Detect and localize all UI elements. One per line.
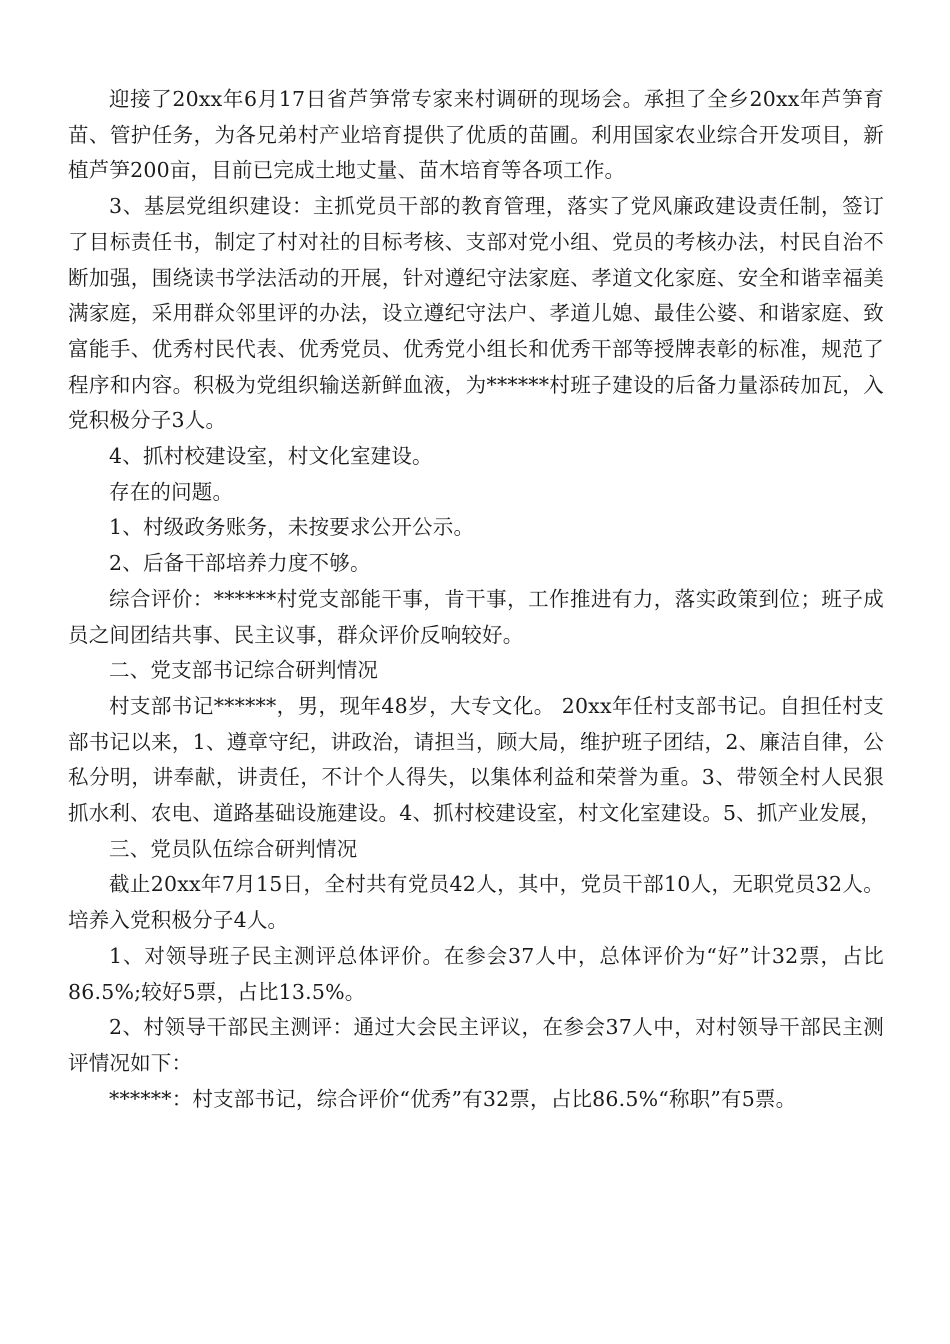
section-heading-members: 三、党员队伍综合研判情况	[109, 836, 358, 861]
paragraph-party-organization: 3、基层党组织建设：主抓党员干部的教育管理，落实了党风廉政建设责任制，签订了目标责任书，制定了村对社的目标考核、支部对党小组、党员的考核办法，村民自治不断加强，围绕读书学法活动的开展，针对遵纪守法家庭、孝道文化家庭、安全和谐幸福美满家庭，采用群众邻里评的办法，设立遵纪守法户、孝道儿媳、最佳公婆、和谐家庭、致富能手、优秀村民代表、优秀党员、优秀党小组长和优秀干部等授牌表彰的标准，规范了程序和内容。积极为党组织输送新鲜血液，为******村班子建设的后备力量添砖加瓦，入党积极分子3人。	[68, 194, 884, 433]
paragraph-secretary-votes: ******：村支部书记，综合评价“优秀”有32票，占比86.5%“称职”有5票。	[109, 1086, 797, 1111]
document-body	[68, 82, 884, 1117]
paragraph-continuation-asparagus: 迎接了20xx年6月17日省芦笋常专家来村调研的现场会。承担了全乡20xx年芦笋育苗、管护任务，为各兄弟村产业培育提供了优质的苗圃。利用国家农业综合开发项目，新植芦笋200亩，目前已完成土地丈量、苗木培育等各项工作。	[68, 87, 884, 183]
problem-item-1: 1、村级政务账务，未按要求公开公示。	[109, 515, 475, 540]
heading-existing-problems: 存在的问题。	[109, 479, 234, 504]
paragraph-overall-evaluation: 综合评价：******村党支部能干事，肯干事，工作推进有力，落实政策到位；班子成员之间团结共事、民主议事，群众评价反响较好。	[68, 586, 884, 647]
paragraph-secretary-profile: 村支部书记******，男，现年48岁，大专文化。 20xx年任村支部书记。自担任村支部书记以来，1、遵章守纪，讲政治，请担当，顾大局，维护班子团结，2、廉洁自律，公私分明，讲奉献，讲责任，不计个人得失，以集体利益和荣誉为重。3、带领全村人民狠抓水利、农电、道路基础设施建设。4、抓村校建设室，村文化室建设。5、抓产业发展，	[68, 693, 884, 826]
section-heading-secretary: 二、党支部书记综合研判情况	[109, 658, 379, 683]
paragraph-culture-room: 4、抓村校建设室，村文化室建设。	[109, 444, 433, 469]
paragraph-cadre-evaluation: 2、村领导干部民主测评：通过大会民主评议，在参会37人中，对村领导干部民主测评情况如下：	[68, 1015, 884, 1075]
problem-item-2: 2、后备干部培养力度不够。	[109, 551, 371, 576]
paragraph-leadership-evaluation: 1、对领导班子民主测评总体评价。在参会37人中，总体评价为“好”计32票，占比86.5%;较好5票，占比13.5%。	[68, 943, 884, 1004]
paragraph-member-count: 截止20xx年7月15日，全村共有党员42人，其中，党员干部10人，无职党员32人。培养入党积极分子4人。	[68, 872, 884, 933]
